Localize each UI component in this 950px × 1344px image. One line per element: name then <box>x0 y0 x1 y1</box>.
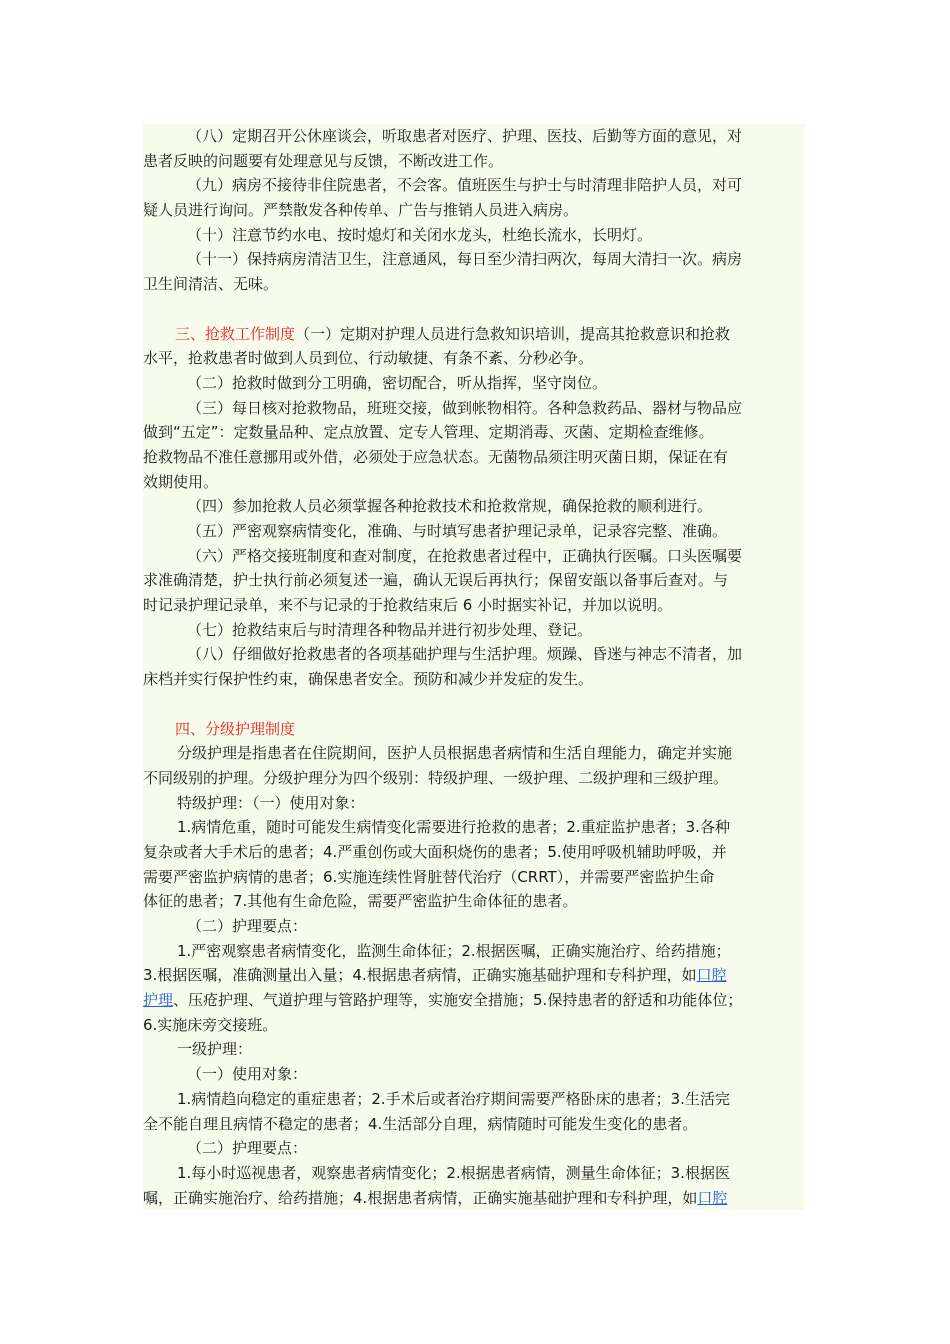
paragraph-line: 1.严密观察患者病情变化，监测生命体征；2.根据医嘱，正确实施治疗、给药措施； <box>177 941 731 960</box>
paragraph-line: 求准确清楚，护士执行前必须复述一遍，确认无误后再执行；保留安瓿以备事后查对。与 <box>143 571 729 590</box>
paragraph-line: 1.病情危重，随时可能发生病情变化需要进行抢救的患者；2.重症监护患者；3.各种 <box>177 818 730 837</box>
paragraph-line: 1.每小时巡视患者，观察患者病情变化；2.根据患者病情，测量生命体征；3.根据医 <box>177 1163 730 1182</box>
paragraph-line: 特级护理：（一）使用对象： <box>177 793 365 812</box>
document-body <box>143 124 805 1210</box>
paragraph-line: （五）严密观察病情变化，准确、与时填写患者护理记录单，记录容完整、准确。 <box>187 522 728 540</box>
paragraph-text: （一）定期对护理人员进行急救知识培训，提高其抢救意识和抢救 <box>295 324 731 343</box>
paragraph-line: 水平，抢救患者时做到人员到位、行动敏捷、有条不紊、分秒必争。 <box>143 349 594 368</box>
oral-care-link[interactable]: 口腔 <box>696 966 727 985</box>
paragraph-line: 分级护理是指患者在住院期间，医护人员根据患者病情和生活自理能力，确定并实施 <box>177 744 733 763</box>
paragraph-text: 3.根据医嘱，准确测量出入量；4.根据患者病情，正确实施基础护理和专科护理，如 <box>143 966 697 985</box>
paragraph-line: 体征的患者；7.其他有生命危险，需要严密监护生命体征的患者。 <box>143 892 578 911</box>
paragraph-line: 不同级别的护理。分级护理分为四个级别：特级护理、一级护理、二级护理和三级护理。 <box>143 768 729 787</box>
paragraph-line: 做到“五定”：定数量品种、定点放置、定专人管理、定期消毒、灭菌、定期检查维修。 <box>143 423 714 442</box>
paragraph-line: （八）定期召开公休座谈会，听取患者对医疗、护理、医技、后勤等方面的意见，对 <box>187 127 743 145</box>
oral-care-link[interactable]: 口腔 <box>697 1188 728 1207</box>
paragraph-line: 抢救物品不准任意挪用或外借，必须处于应急状态。无菌物品须注明灭菌日期，保证在有 <box>143 447 729 466</box>
paragraph-line: （二）护理要点： <box>187 1139 308 1158</box>
paragraph-line: （二）抢救时做到分工明确，密切配合，听从指挥，坚守岗位。 <box>187 373 608 392</box>
paragraph-line: 床档并实行保护性约束，确保患者安全。预防和减少并发症的发生。 <box>143 670 594 689</box>
paragraph-line: 时记录护理记录单，来不与记录的于抢救结束后 6 小时据实补记，并加以说明。 <box>143 596 673 615</box>
paragraph-line: （十一）保持病房清洁卫生，注意通风，每日至少清扫两次，每周大清扫一次。病房 <box>187 250 743 269</box>
paragraph-line: （八）仔细做好抢救患者的各项基础护理与生活护理。烦躁、昏迷与神志不清者，加 <box>187 645 743 664</box>
paragraph-line: 效期使用。 <box>143 472 219 491</box>
paragraph-line: （六）严格交接班制度和查对制度，在抢救患者过程中，正确执行医嘱。口头医嘱要 <box>187 546 743 565</box>
spacer <box>143 297 805 322</box>
paragraph-line: 全不能自理且病情不稳定的患者；4.生活部分自理，病情随时可能发生变化的患者。 <box>143 1114 698 1133</box>
section-heading: 四、分级护理制度 <box>175 719 296 738</box>
paragraph-line: 需要严密监护病情的患者；6.实施连续性肾脏替代治疗（CRRT），并需要严密监护生命 <box>143 867 715 886</box>
paragraph-line <box>143 988 805 1013</box>
section-heading: 三、抢救工作制度 <box>175 324 296 343</box>
paragraph-line: （三）每日核对抢救物品，班班交接，做到帐物相符。各种急救药品、器材与物品应 <box>187 398 743 417</box>
paragraph-line: 一级护理： <box>177 1040 253 1059</box>
paragraph-line: 1.病情趋向稳定的重症患者；2.手术后或者治疗期间需要严格卧床的患者；3.生活完 <box>177 1089 730 1108</box>
paragraph-line: 复杂或者大手术后的患者；4.严重创伤或大面积烧伤的患者；5.使用呼吸机辅助呼吸，并 <box>143 842 727 861</box>
paragraph-line: （七）抢救结束后与时清理各种物品并进行初步处理、登记。 <box>187 620 593 639</box>
spacer <box>143 692 805 717</box>
paragraph-line: 疑人员进行询问。严禁散发各种传单、广告与推销人员进入病房。 <box>143 201 579 220</box>
paragraph-text: 、压疮护理、气道护理与管路护理等，实施安全措施；5.保持患者的舒适和功能体位； <box>173 991 743 1010</box>
paragraph-line <box>143 963 805 988</box>
paragraph-line: 6.实施床旁交接班。 <box>143 1015 278 1034</box>
oral-care-link-continued[interactable]: 护理 <box>143 991 174 1010</box>
paragraph-line: （二）护理要点： <box>187 917 308 935</box>
paragraph-line: （四）参加抢救人员必须掌握各种抢救技术和抢救常规，确保抢救的顺利进行。 <box>187 497 713 516</box>
paragraph-line: （十）注意节约水电、按时熄灯和关闭水龙头，杜绝长流水，长明灯。 <box>187 225 653 244</box>
paragraph-line <box>143 1186 805 1211</box>
paragraph-line: 卫生间清洁、无味。 <box>143 275 279 294</box>
paragraph-text: 嘱，正确实施治疗、给药措施；4.根据患者病情，正确实施基础护理和专科护理，如 <box>143 1188 698 1207</box>
section-3-first-line <box>143 322 805 347</box>
paragraph-line: （九）病房不接待非住院患者，不会客。值班医生与护士与时清理非陪护人员，对可 <box>187 176 743 195</box>
paragraph-line: 患者反映的问题要有处理意见与反馈，不断改进工作。 <box>143 151 504 170</box>
paragraph-line: （一）使用对象： <box>187 1065 308 1084</box>
